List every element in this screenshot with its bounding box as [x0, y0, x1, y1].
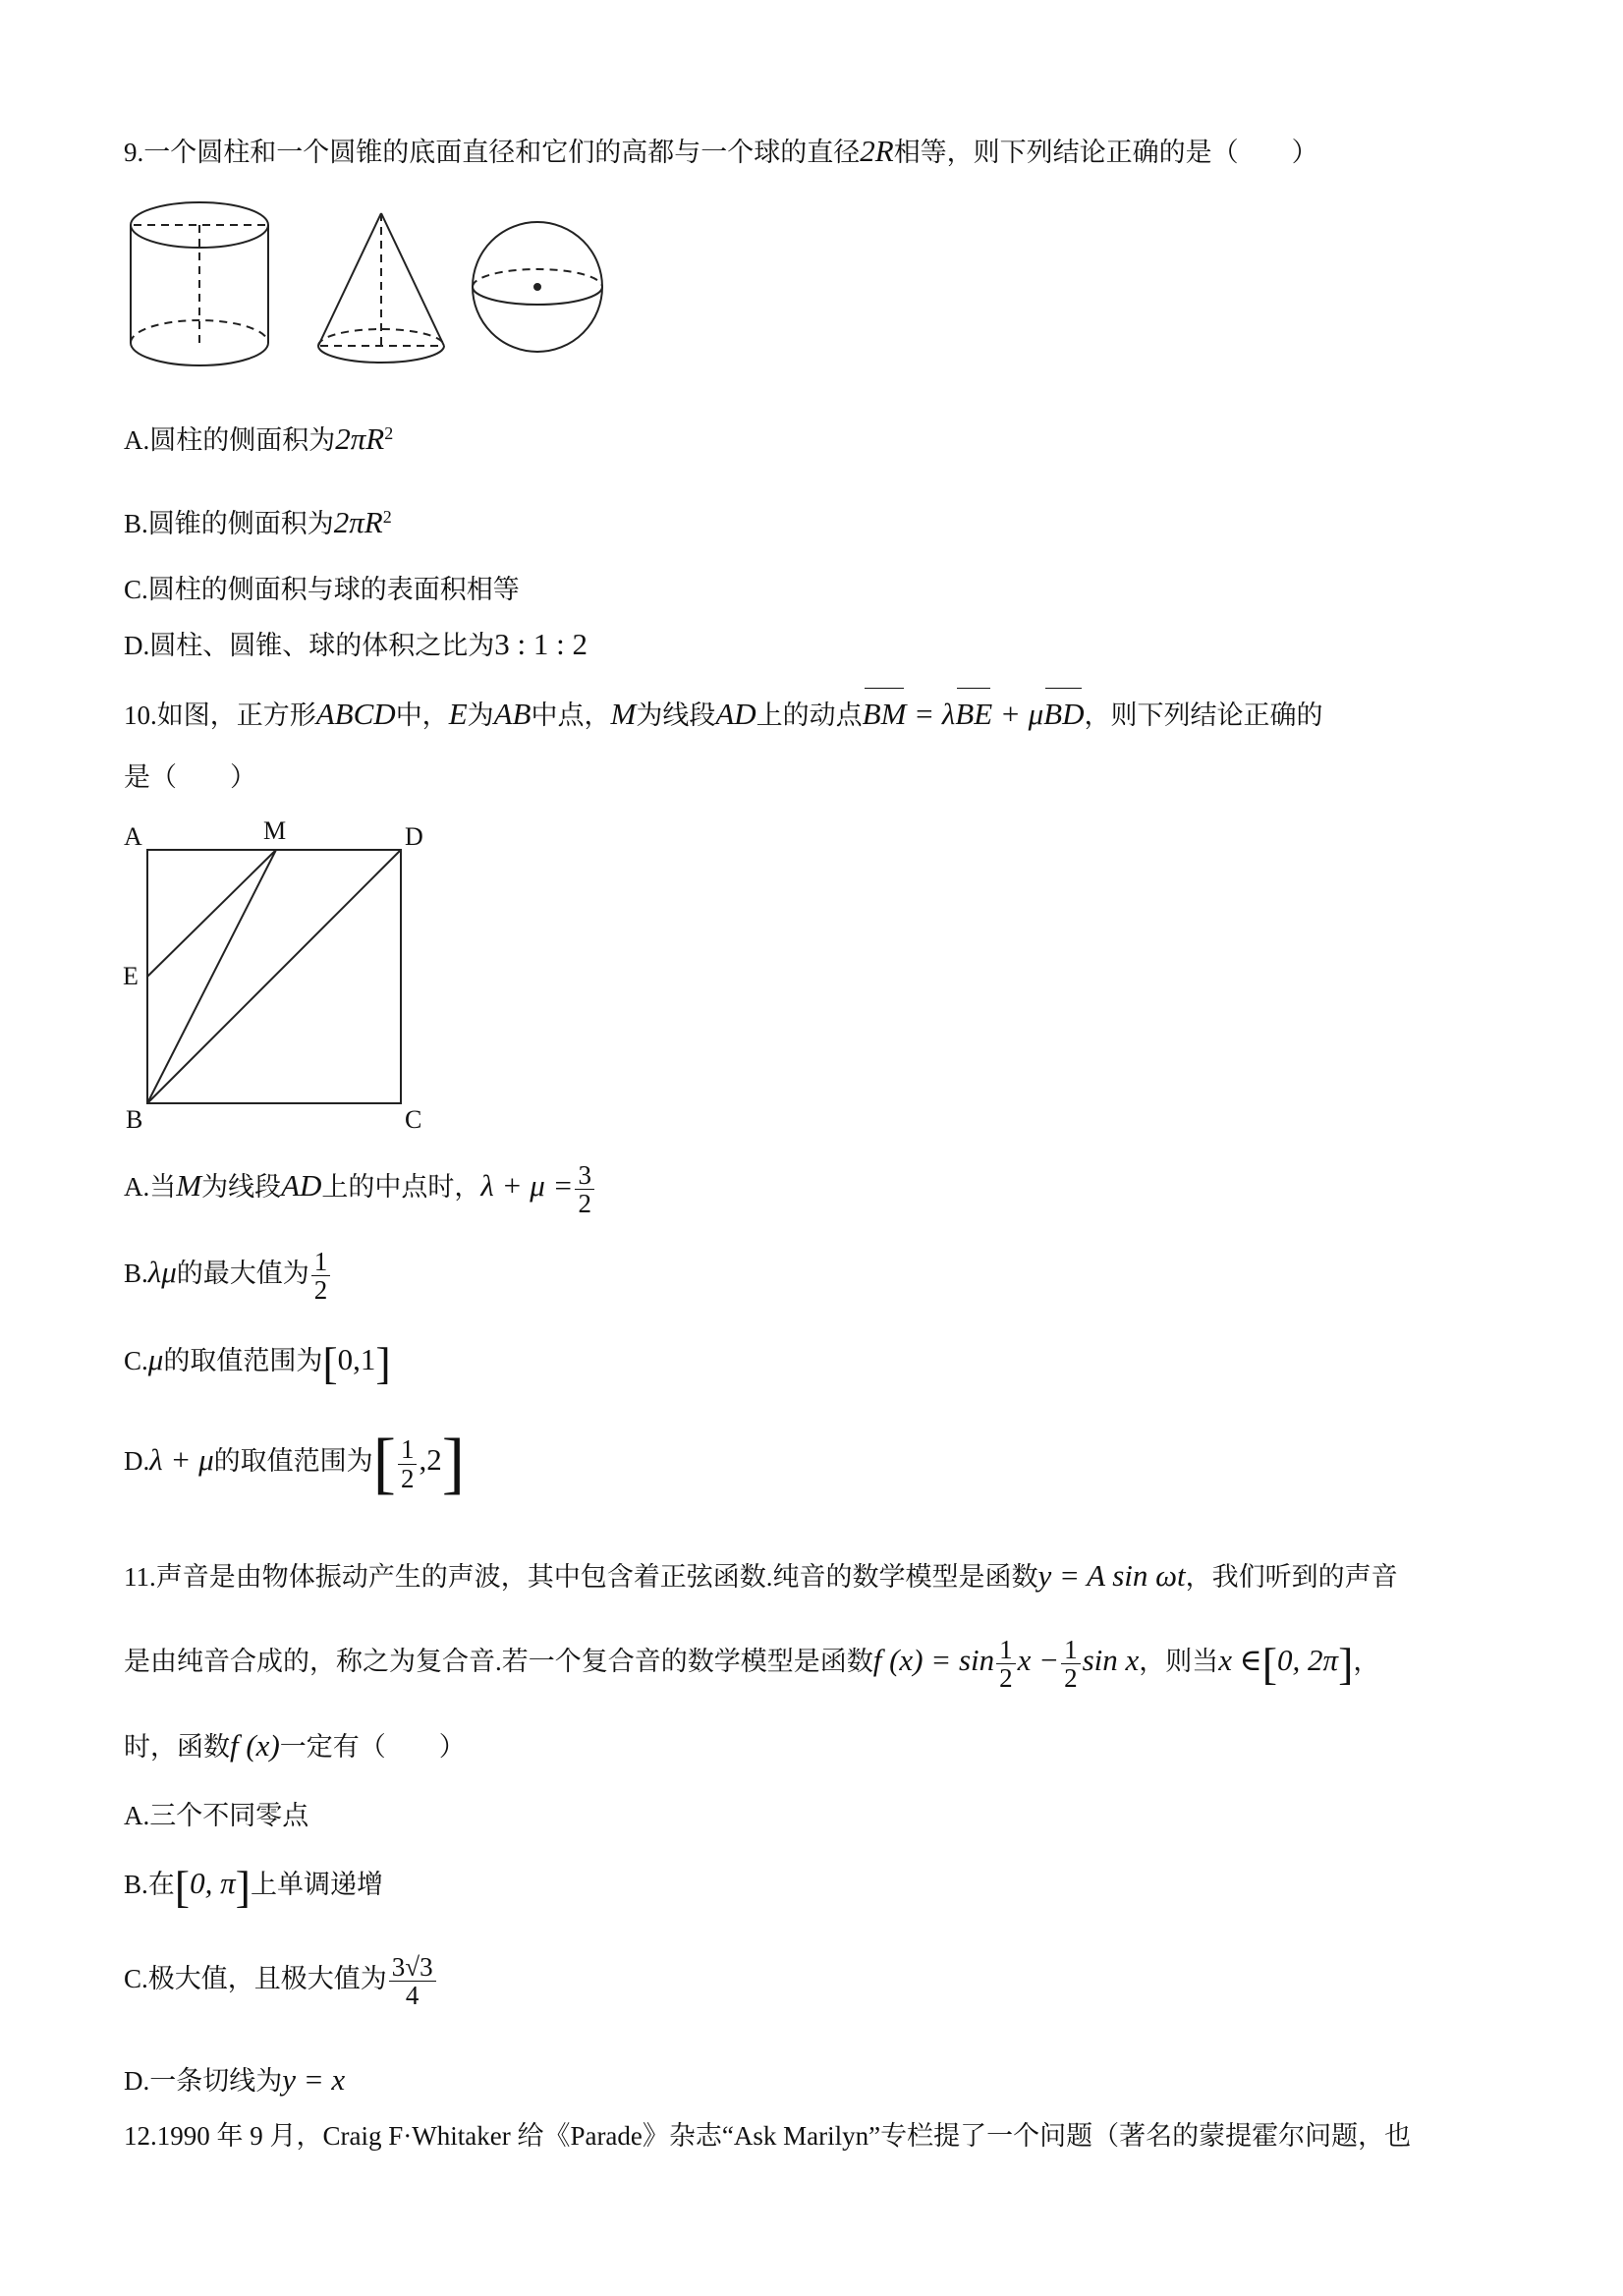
q10-c-rbracket: ]: [375, 1338, 391, 1388]
q10-option-c: [124, 1338, 391, 1388]
q10-a-ad: AD: [281, 1168, 322, 1204]
q9-option-d: [124, 626, 588, 662]
q11-b-range: 0, π: [190, 1866, 236, 1901]
q11-den2: 2: [1064, 1663, 1078, 1694]
q11-line2-cond: x ∈: [1218, 1643, 1262, 1678]
label-c: C: [405, 1105, 422, 1130]
q10-text-dongdian: 上的动点: [756, 700, 863, 730]
q10-d-num: 1: [398, 1435, 418, 1464]
q11-line1-suffix: ，我们听到的声音: [1185, 1562, 1398, 1592]
q11-option-b: [124, 1862, 383, 1912]
q9-a-sup: 2: [384, 423, 394, 443]
q10-b-den: 2: [313, 1275, 328, 1306]
q10-a-num: 3: [575, 1161, 594, 1190]
q11-line2-range: 0, 2π: [1277, 1643, 1339, 1678]
q10-d-text: 的取值范围为: [213, 1446, 373, 1477]
q11-line3-text: 时，函数: [124, 1732, 230, 1762]
q10-eq-lambda: = λ: [906, 697, 956, 731]
q9-stem: [124, 133, 1318, 169]
q9-figure: [124, 189, 615, 375]
q11-frac2: [1061, 1636, 1081, 1693]
label-d: D: [405, 822, 423, 851]
q11-line2-rbracket: ]: [1338, 1638, 1354, 1689]
q9-stem-text: 9.一个圆柱和一个圆锥的底面直径和它们的高都与一个球的直径: [124, 138, 861, 167]
q12-stem: 12.1990 年 9 月，Craig F·Whitaker 给《Parade》杂志“Ask Marilyn”专栏提了一个问题（著名的蒙提霍尔问题，也: [124, 2121, 1412, 2151]
q10-a-mid: 为线段: [201, 1172, 282, 1203]
cone-figure: [318, 213, 444, 363]
q10-vector-be: BE: [955, 697, 993, 731]
q9-option-a: [124, 420, 393, 457]
q10-ad: AD: [715, 697, 756, 731]
q9-d-text: D.圆柱、圆锥、球的体积之比为: [124, 631, 495, 660]
q10-a-expr: λ + μ =: [480, 1168, 574, 1204]
q10-vector-bd: BD: [1043, 697, 1085, 731]
label-a: A: [124, 822, 142, 851]
q11-option-d: [124, 2061, 345, 2098]
q10-a-m: M: [176, 1168, 202, 1204]
q11-num1: 1: [996, 1636, 1016, 1664]
q11-d-math: y = x: [282, 2062, 346, 2097]
q10-stem-end: ，则下列结论正确的: [1084, 700, 1323, 730]
q10-abcd: ABCD: [315, 697, 396, 731]
q9-b-math: 2πR: [333, 505, 383, 539]
q11-b-text: B.在: [124, 1870, 175, 1900]
q10-b-expr: λμ: [147, 1255, 177, 1290]
q11-b-suffix: 上单调递增: [250, 1870, 383, 1900]
q10-m: M: [610, 697, 637, 731]
q10-c-text: 的取值范围为: [163, 1346, 323, 1376]
q9-b-text: B.圆锥的侧面积为: [124, 509, 334, 538]
q10-option-b: [124, 1248, 332, 1305]
q11-line2-sinx: sin x: [1082, 1643, 1140, 1678]
q11-option-c: [124, 1953, 438, 2010]
q9-option-c: C.圆柱的侧面积与球的表面积相等: [124, 575, 520, 604]
q10-d-lbracket: [: [372, 1426, 396, 1501]
segment-bm: [147, 850, 276, 1103]
q9-option-b: [124, 504, 392, 540]
q10-figure: [118, 815, 442, 1130]
q11-line2-fx: f (x) = sin: [872, 1643, 995, 1678]
q10-stem-line2: 是（ ）: [124, 762, 256, 792]
q11-line2-x: x −: [1017, 1643, 1060, 1678]
q11-line2-text: 是由纯音合成的，称之为复合音.若一个复合音的数学模型是函数: [124, 1647, 873, 1677]
q11-b-rbracket: ]: [235, 1862, 251, 1912]
q11-c-text: C.极大值，且极大值为: [124, 1964, 387, 1994]
q10-d-expr: λ + μ: [149, 1442, 214, 1478]
q10-ab: AB: [493, 697, 532, 731]
cylinder-figure: [131, 202, 268, 365]
q10-d-den: 2: [400, 1463, 415, 1493]
q11-line3: [124, 1727, 466, 1764]
q9-stem-suffix: 相等，则下列结论正确的是（ ）: [893, 138, 1318, 167]
q9-a-text: A.圆柱的侧面积为: [124, 425, 336, 455]
q10-text-zhong: 中，: [395, 700, 449, 730]
q11-line1-math: y = A sin ωt: [1037, 1558, 1186, 1593]
q10-option-a: [124, 1161, 596, 1218]
q10-d-fraction: [398, 1435, 418, 1492]
q10-a-den: 2: [578, 1189, 591, 1219]
q10-b-fraction: [311, 1248, 331, 1305]
q10-a-text: A.当: [124, 1172, 177, 1203]
q11-d-text: D.一条切线为: [124, 2066, 283, 2096]
q10-eq-mu: + μ: [992, 697, 1044, 731]
q10-text-wei: 为: [467, 700, 494, 730]
q10-b-prefix: B.: [124, 1259, 148, 1289]
q11-c-den: 4: [405, 1981, 420, 2011]
label-e: E: [123, 962, 139, 990]
q10-option-d: [124, 1426, 466, 1501]
q9-b-sup: 2: [382, 507, 392, 527]
q11-line1: [124, 1557, 1398, 1594]
label-b: B: [126, 1105, 143, 1130]
sphere-figure: [473, 222, 602, 352]
q11-line2-end: ，: [1353, 1647, 1380, 1677]
q9-stem-math: 2R: [860, 134, 894, 168]
q11-c-num: 3√3: [389, 1953, 436, 1982]
q10-c-expr: μ: [147, 1342, 164, 1377]
q11-line3-fx: f (x): [230, 1728, 280, 1763]
q10-d-prefix: D.: [124, 1446, 150, 1477]
q10-b-text: 的最大值为: [176, 1259, 309, 1289]
q11-line2-mid: ，则当: [1139, 1647, 1219, 1677]
q10-d-rbracket: ]: [441, 1426, 466, 1501]
q9-d-math: 3 : 1 : 2: [494, 627, 588, 661]
q10-e: E: [448, 697, 468, 731]
q10-c-lbracket: [: [322, 1338, 338, 1388]
q11-frac1: [996, 1636, 1016, 1693]
q11-option-a: A.三个不同零点: [124, 1801, 309, 1830]
segment-bd: [147, 850, 401, 1103]
q10-text-xianduan: 为线段: [636, 700, 716, 730]
q10-a-fraction: [575, 1161, 594, 1218]
q10-c-prefix: C.: [124, 1346, 148, 1376]
q10-stem-line1: [124, 696, 1322, 732]
q11-den1: 2: [999, 1663, 1013, 1694]
q11-b-lbracket: [: [174, 1862, 191, 1912]
q11-line2-lbracket: [: [1261, 1638, 1278, 1689]
q10-c-range: 0,1: [337, 1342, 376, 1377]
q10-text-zhongdian: 中点，: [531, 700, 611, 730]
q11-line1-text: 11.声音是由物体振动产生的声波，其中包含着正弦函数.纯音的数学模型是函数: [124, 1562, 1038, 1592]
q10-b-num: 1: [311, 1248, 331, 1276]
q11-line3-suffix: 一定有（ ）: [279, 1732, 466, 1762]
q11-num2: 1: [1061, 1636, 1081, 1664]
segment-em: [147, 850, 276, 977]
q10-a-text2: 上的中点时，: [321, 1172, 481, 1203]
q11-c-fraction: [389, 1953, 436, 2010]
q11-line2: [124, 1636, 1379, 1693]
q10-stem-text: 10.如图，正方形: [124, 700, 316, 730]
q10-d-tail: ,2: [419, 1442, 442, 1478]
q10-vector-bm: BM: [862, 697, 907, 731]
label-m: M: [263, 816, 287, 845]
q9-a-math: 2πR: [335, 421, 385, 456]
